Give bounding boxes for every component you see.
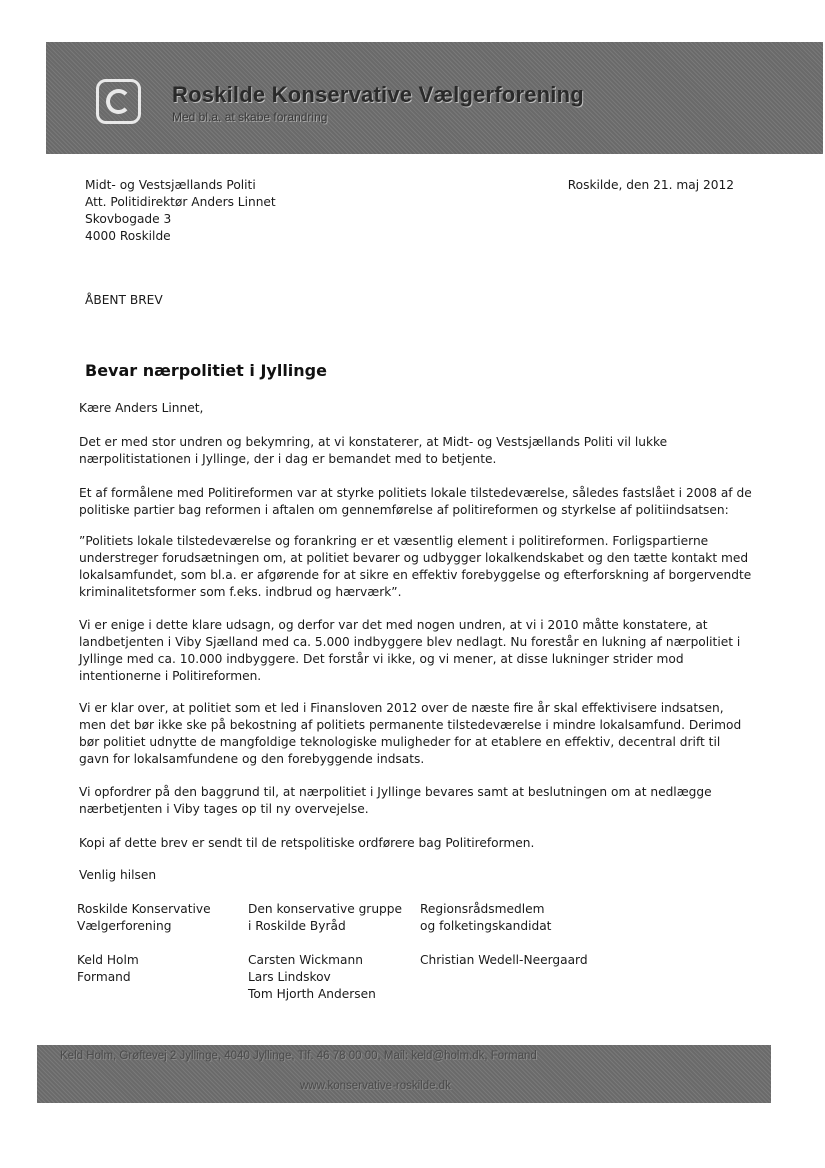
paragraph-line: ”Politiets lokale tilstedeværelse og forankring er et væsentlig element i politireformen. Forligspartierne — [79, 534, 709, 548]
paragraph — [79, 784, 712, 818]
signatory-names — [420, 952, 588, 969]
paragraph-line: bør politiet udnytte de mangfoldige teknologiske muligheder for at etablere en effektiv, decentral drift til — [79, 735, 721, 749]
address-line: Midt- og Vestsjællands Politi — [85, 178, 256, 192]
signatory-name: Carsten Wickmann — [248, 953, 363, 967]
paragraph — [79, 434, 667, 468]
organization-name: Roskilde Konservative Vælgerforening — [172, 82, 584, 107]
address-line: Skovbogade 3 — [85, 212, 172, 226]
signatory-org-line: Vælgerforening — [77, 919, 172, 933]
recipient-address — [85, 177, 276, 245]
paragraph-line: Vi opfordrer på den baggrund til, at nærpolitiet i Jyllinge bevares samt at beslutningen om at nedlægge — [79, 785, 712, 799]
paragraph-line: gavn for lokalsamfundene og den forebyggende indsats. — [79, 752, 425, 766]
letter-title: Bevar nærpolitiet i Jyllinge — [85, 361, 327, 380]
signatory-org-line: Den konservative gruppe — [248, 902, 403, 916]
signatory-org — [248, 901, 402, 935]
footer-contact: Keld Holm, Grøftevej 2 Jyllinge, 4040 Jyllinge, Tlf. 46 78 00 00, Mail: keld@holm.dk, Formand — [60, 1050, 537, 1062]
organization-tagline: Med bl.a. at skabe forandring — [172, 110, 328, 124]
paragraph-line: politiske partier bag reformen i aftalen om gennemførelse af politireformen og styrkelse af politiindsatsen: — [79, 503, 729, 517]
closing — [79, 867, 156, 884]
quote-paragraph — [79, 533, 751, 601]
signatory-org — [77, 901, 211, 935]
signatory-name: Tom Hjorth Andersen — [248, 987, 376, 1001]
greeting — [79, 400, 203, 417]
paragraph — [79, 617, 740, 685]
signatory-org-line: Regionsrådsmedlem — [420, 902, 545, 916]
paragraph — [79, 700, 741, 768]
paragraph-line: nærpolitistationen i Jyllinge, der i dag er bemandet med to betjente. — [79, 452, 497, 466]
signatory-org-line: i Roskilde Byråd — [248, 919, 346, 933]
signatory-org-line: og folketingskandidat — [420, 919, 552, 933]
signatory-org-line: Roskilde Konservative — [77, 902, 211, 916]
paragraph — [79, 835, 534, 852]
date-line: Roskilde, den 21. maj 2012 — [567, 178, 734, 192]
signatory-name: Lars Lindskov — [248, 970, 331, 984]
footer-website: www.konservative-roskilde.dk — [300, 1080, 451, 1092]
greeting-text: Kære Anders Linnet, — [79, 401, 204, 415]
address-line: 4000 Roskilde — [85, 229, 171, 243]
closing-text: Venlig hilsen — [79, 868, 157, 882]
paragraph-line: Vi er klar over, at politiet som et led i Finansloven 2012 over de næste fire år skal effektivisere indsatsen, — [79, 701, 724, 715]
signatory-role: Formand — [77, 970, 131, 984]
paragraph-line: Jyllinge med ca. 10.000 indbyggere. Det forstår vi ikke, og vi mener, at disse lukninger strider mod — [79, 652, 684, 666]
paragraph-line: Kopi af dette brev er sendt til de retspolitiske ordførere bag Politireformen. — [79, 836, 535, 850]
address-line: Att. Politidirektør Anders Linnet — [85, 195, 276, 209]
signatory-names — [248, 952, 376, 1003]
paragraph-line: kriminalitetsformer som f.eks. indbrud og hærværk”. — [79, 585, 402, 599]
signatory-org — [420, 901, 551, 935]
conservative-c-logo-icon — [96, 79, 141, 124]
signatory-name: Keld Holm — [77, 953, 139, 967]
signatory-name: Christian Wedell-Neergaard — [420, 953, 588, 967]
paragraph-line: landbetjenten i Viby Sjælland med ca. 5.000 indbyggere blev nedlagt. Nu forestår en lukning af nærpolitiet i — [79, 635, 741, 649]
paragraph-line: understreger forudsætningen om, at politiet bevarer og udbygger lokalkendskabet og den tætte kontakt med — [79, 551, 749, 565]
paragraph-line: nærbetjenten i Viby tages op til ny overvejelse. — [79, 802, 369, 816]
paragraph-line: intentionerne i Politireformen. — [79, 669, 262, 683]
paragraph-line: men det bør ikke ske på bekostning af politiets permanente tilstedeværelse i mindre lokalsamfund. Derimod — [79, 718, 742, 732]
paragraph-line: Det er med stor undren og bekymring, at vi konstaterer, at Midt- og Vestsjællands Politi vil lukke — [79, 435, 668, 449]
paragraph-line: Vi er enige i dette klare udsagn, og derfor var det med nogen undren, at vi i 2010 måtte konstatere, at — [79, 618, 708, 632]
paragraph — [79, 485, 752, 519]
signatory-names — [77, 952, 139, 986]
open-letter-label: ÅBENT BREV — [85, 293, 163, 307]
paragraph-line: lokalsamfundet, som bl.a. er afgørende for at sikre en effektiv forebyggelse og efterforskning af borgervendte — [79, 568, 752, 582]
paragraph-line: Et af formålene med Politireformen var at styrke politiets lokale tilstedeværelse, således fastslået i 2008 af de — [79, 486, 752, 500]
